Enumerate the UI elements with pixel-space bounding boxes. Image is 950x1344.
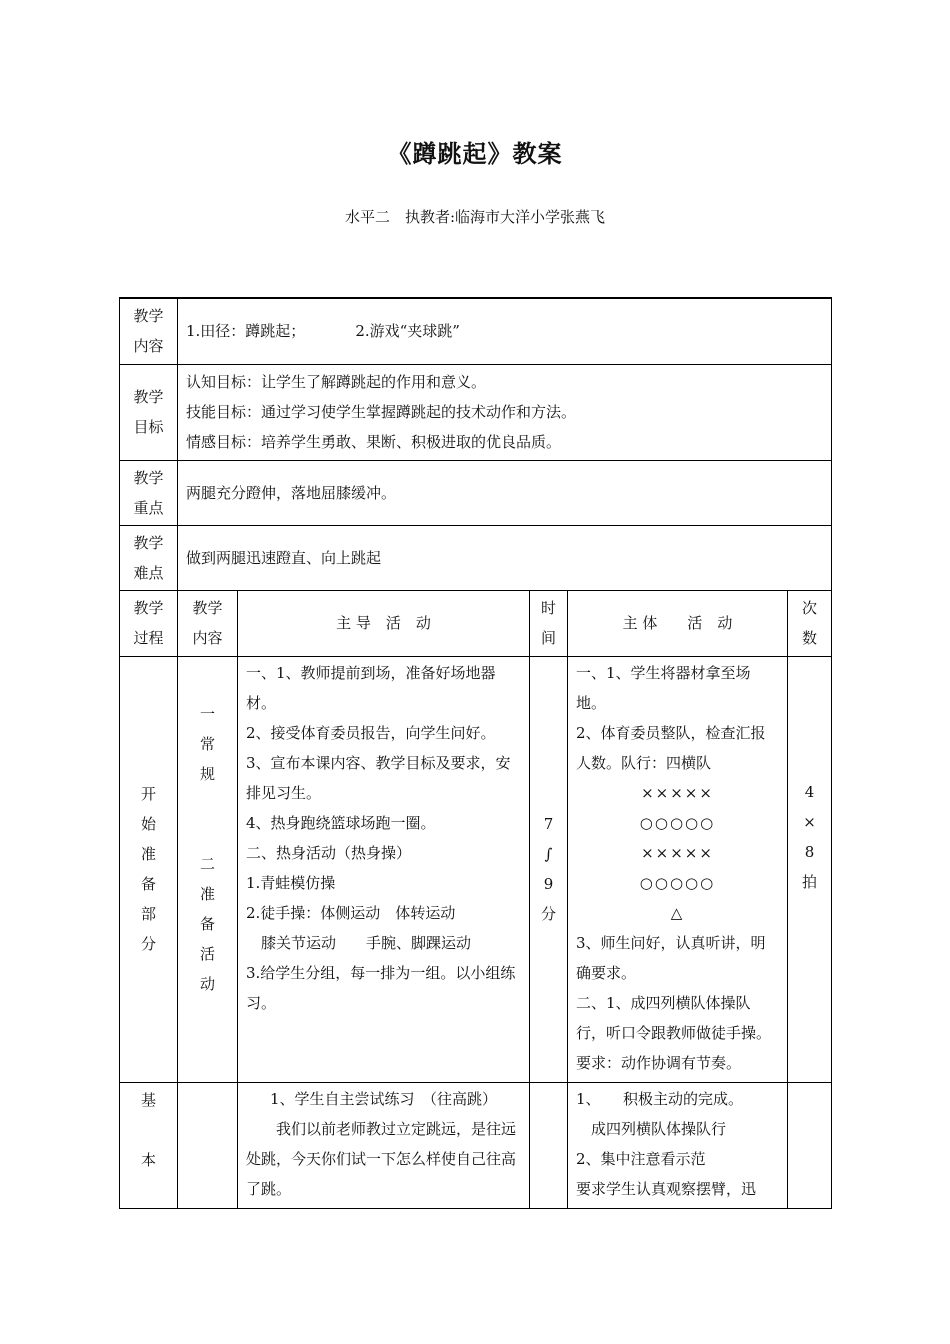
student-line: 成四列横队体操队行 (576, 1119, 727, 1138)
label-teaching-content: 教学 内容 (120, 298, 178, 364)
formation-row: ××××× (641, 843, 714, 862)
document-title: 《蹲跳起》教案 (387, 140, 563, 168)
time-basic (530, 1082, 568, 1208)
student-line: 要求学生认真观察摆臂，迅 (576, 1179, 757, 1198)
row-basic-section (120, 1082, 832, 1208)
header-time: 时 间 (530, 590, 568, 656)
header-student-activity: 主 体 活 动 (568, 590, 788, 656)
teacher-basic-title: 1、学生自主尝试练习 （往高跳） (269, 1089, 498, 1108)
row-teaching-key (120, 460, 832, 525)
teacher-line: 2.徒手操：体侧运动 体转运动 (246, 903, 456, 922)
header-count: 次 数 (788, 590, 832, 656)
content-basic (178, 1082, 238, 1208)
label-teaching-goals: 教学 目标 (120, 364, 178, 460)
student-line: 2、集中注意看示范 (576, 1149, 706, 1168)
student-activity-basic (568, 1082, 788, 1208)
teaching-content-text: 1.田径：蹲跳起； 2.游戏“夹球跳” (178, 298, 832, 364)
teacher-line: 膝关节运动 手腕、脚踝运动 (246, 933, 472, 952)
header-process: 教学 过程 (120, 590, 178, 656)
phase-basic: 基 本 (120, 1082, 178, 1208)
teacher-line: 一、1、教师提前到场，准备好场地器材。 (246, 663, 496, 712)
count-basic (788, 1082, 832, 1208)
teaching-difficulty-text: 做到两腿迅速蹬直、向上跳起 (178, 525, 832, 590)
teacher-line: 3.给学生分组，每一排为一组。以小组练习。 (246, 963, 516, 1012)
header-teacher-activity: 主 导 活 动 (238, 590, 530, 656)
formation-row: ○○○○○ (639, 813, 716, 832)
content-routine-prep: 一 常 规 二 准 备 活 动 (178, 656, 238, 1082)
row-teaching-difficulty (120, 525, 832, 590)
teacher-position-marker: △ (670, 903, 685, 922)
goal-cognitive: 认知目标：让学生了解蹲跳起的作用和意义。 (186, 373, 487, 391)
row-teaching-content (120, 298, 832, 364)
teacher-line: 二、热身活动（热身操） (246, 843, 412, 862)
formation-row: ××××× (641, 783, 714, 802)
student-line: 1、 积极主动的完成。 (576, 1089, 744, 1108)
teacher-line: 2、接受体育委员报告，向学生问好。 (246, 723, 496, 742)
label-teaching-difficulty: 教学 难点 (120, 525, 178, 590)
header-content: 教学 内容 (178, 590, 238, 656)
time-warmup: 7 ∫ 9 分 (530, 656, 568, 1082)
student-line: 2、体育委员整队，检查汇报人数。队行：四横队 (576, 723, 766, 772)
row-process-header (120, 590, 832, 656)
student-line: 3、师生问好，认真听讲，明确要求。 (576, 933, 766, 982)
row-warmup-section (120, 656, 832, 1082)
teacher-line: 1.青蛙模仿操 (246, 873, 336, 892)
goal-emotion: 情感目标：培养学生勇敢、果断、积极进取的优良品质。 (186, 433, 562, 451)
teacher-line: 3、宣布本课内容、教学目标及要求，安排见习生。 (246, 753, 511, 802)
row-teaching-goals (120, 364, 832, 460)
student-line: 一、1、学生将器材拿至场地。 (576, 663, 751, 712)
phase-warmup: 开 始 准 备 部 分 (120, 656, 178, 1082)
teacher-basic-text: 我们以前老师教过立定跳远，是往远处跳，今天你们试一下怎么样使自己往高了跳。 (246, 1119, 517, 1198)
formation-row: ○○○○○ (639, 873, 716, 892)
teacher-activity-basic (238, 1082, 530, 1208)
student-line: 二、1、成四列横队体操队行，听口令跟教师做徒手操。要求：动作协调有节奏。 (576, 993, 772, 1072)
teacher-activity-warmup (238, 656, 530, 1082)
student-activity-warmup (568, 656, 788, 1082)
teaching-key-text: 两腿充分蹬伸，落地屈膝缓冲。 (178, 460, 832, 525)
document-subtitle: 水平二 执教者:临海市大洋小学张燕飞 (344, 208, 606, 226)
teaching-goals-text (178, 364, 832, 460)
count-warmup: 4 × 8 拍 (788, 656, 832, 1082)
lesson-plan-table (119, 297, 832, 1209)
teacher-line: 4、热身跑绕篮球场跑一圈。 (246, 813, 436, 832)
goal-skill: 技能目标：通过学习使学生掌握蹲跳起的技术动作和方法。 (186, 403, 577, 421)
label-teaching-key: 教学 重点 (120, 460, 178, 525)
